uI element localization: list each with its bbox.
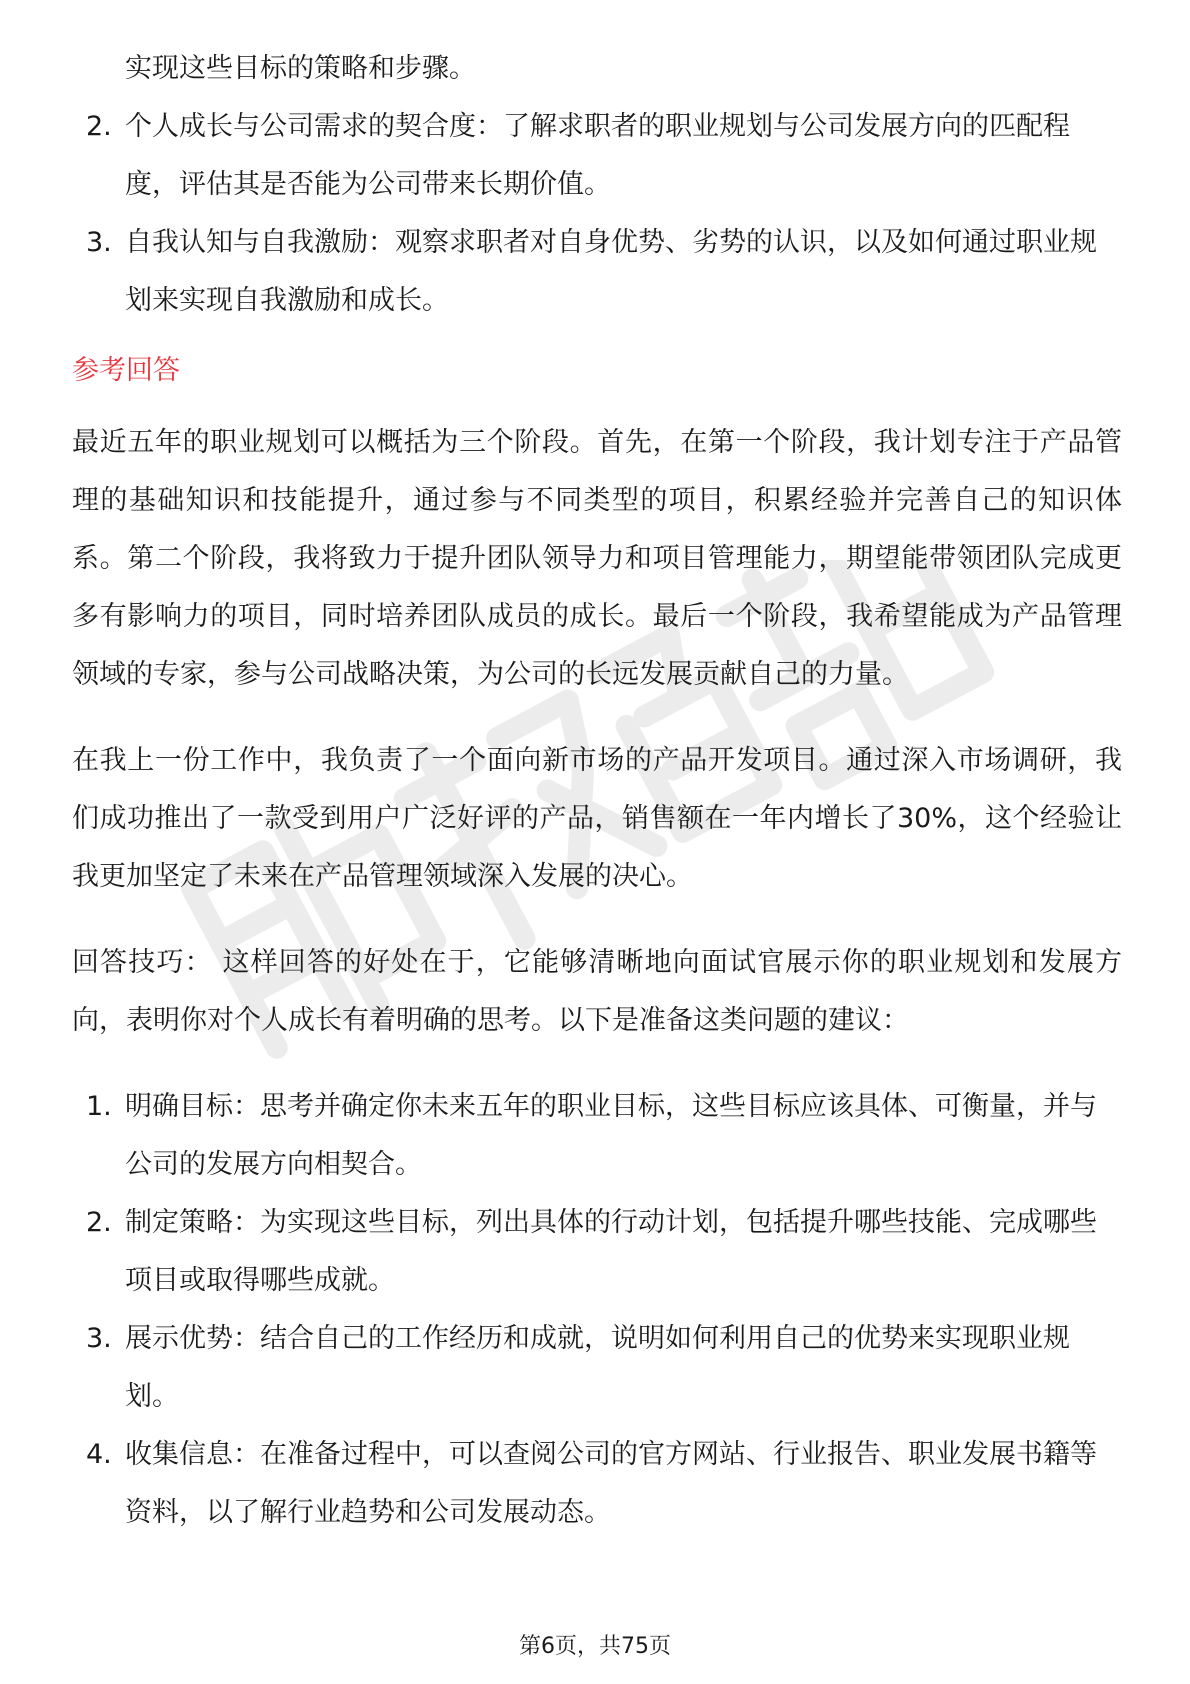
- list-item: [72, 1194, 1122, 1310]
- list-item-number: 2.: [86, 1207, 112, 1238]
- list-item-number: 1.: [86, 1091, 112, 1122]
- list-item-number: 3.: [86, 1323, 112, 1354]
- list-item-number: 2.: [86, 111, 112, 142]
- list-item-number: 4.: [86, 1439, 112, 1470]
- list-item-text: 个人成长与公司需求的契合度：了解求职者的职业规划与公司发展方向的匹配程度，评估其是否能为公司带来长期价值。: [125, 111, 1070, 200]
- list-item: [72, 214, 1122, 330]
- list-item: [72, 1078, 1122, 1194]
- list-item: [72, 1310, 1122, 1426]
- criteria-list: [72, 98, 1122, 330]
- list-item-text: 收集信息：在准备过程中，可以查阅公司的官方网站、行业报告、职业发展书籍等资料，以了解行业趋势和公司发展动态。: [125, 1439, 1097, 1528]
- list-item: [72, 98, 1122, 214]
- page-footer: 第6页，共75页: [519, 1634, 671, 1659]
- main-content: [72, 40, 1122, 1542]
- list-item: [72, 1426, 1122, 1542]
- list-item-text: 制定策略：为实现这些目标，列出具体的行动计划，包括提升哪些技能、完成哪些项目或取得哪些成就。: [125, 1207, 1097, 1296]
- list-item-continuation: 实现这些目标的策略和步骤。: [125, 53, 476, 84]
- paragraph: 回答技巧： 这样回答的好处在于，它能够清晰地向面试官展示你的职业规划和发展方向，表明你对个人成长有着明确的思考。以下是准备这类问题的建议：: [72, 947, 1122, 1036]
- paragraph: 在我上一份工作中，我负责了一个面向新市场的产品开发项目。通过深入市场调研，我们成功推出了一款受到用户广泛好评的产品，销售额在一年内增长了30%，这个经验让我更加坚定了未来在产品管理领域深入发展的决心。: [72, 745, 1122, 892]
- paragraph: 最近五年的职业规划可以概括为三个阶段。首先，在第一个阶段，我计划专注于产品管理的基础知识和技能提升，通过参与不同类型的项目，积累经验并完善自己的知识体系。第二个阶段，我将致力于提升团队领导力和项目管理能力，期望能带领团队完成更多有影响力的项目，同时培养团队成员的成长。最后一个阶段，我希望能成为产品管理领域的专家，参与公司战略决策，为公司的长远发展贡献自己的力量。: [72, 427, 1122, 690]
- section-heading: 参考回答: [72, 355, 180, 386]
- tips-list: [72, 1078, 1122, 1542]
- list-item-text: 明确目标：思考并确定你未来五年的职业目标，这些目标应该具体、可衡量，并与公司的发展方向相契合。: [125, 1091, 1097, 1180]
- list-item-text: 展示优势：结合自己的工作经历和成就，说明如何利用自己的优势来实现职业规划。: [125, 1323, 1070, 1412]
- list-item-number: 3.: [86, 227, 112, 258]
- list-item-text: 自我认知与自我激励：观察求职者对自身优势、劣势的认识，以及如何通过职业规划来实现自我激励和成长。: [125, 227, 1097, 316]
